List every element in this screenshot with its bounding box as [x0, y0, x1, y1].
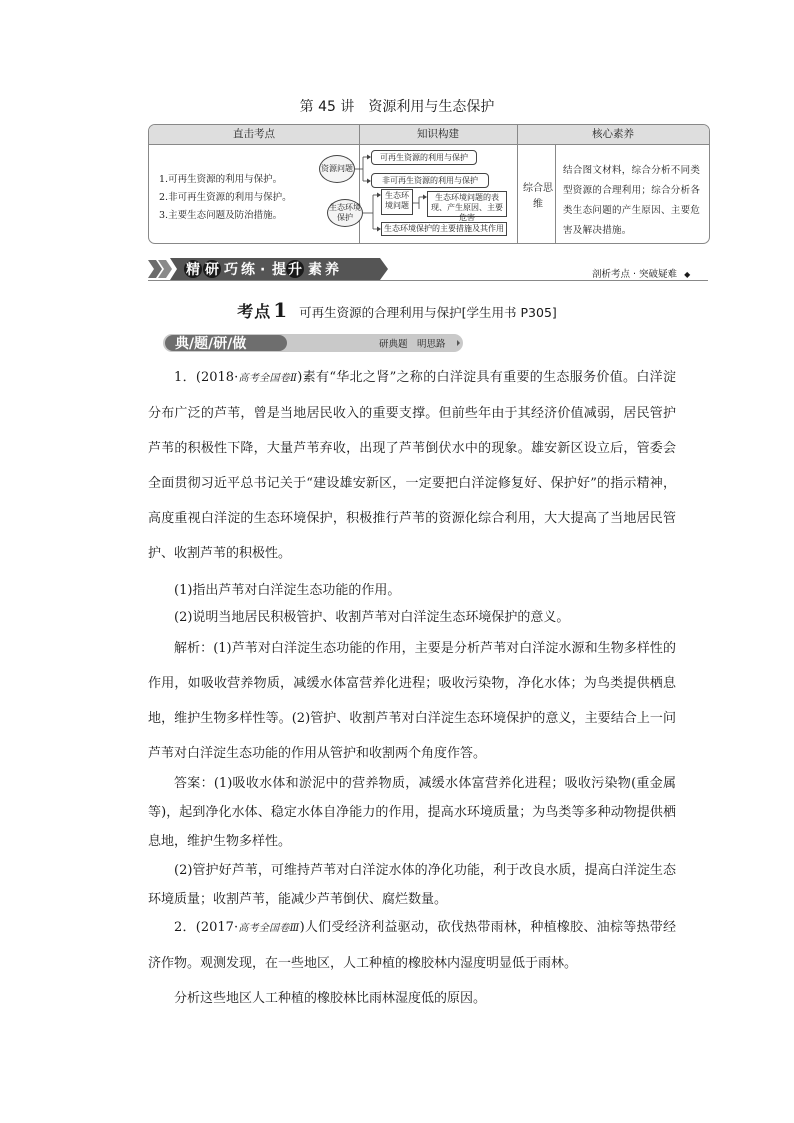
sub-question: (1)指出芦苇对白洋淀生态功能的作用。 [174, 583, 401, 598]
nonrenewable-resource-node: 非可再生资源的利用与保护 [371, 173, 489, 188]
banner-subtitle-text: 剖析考点 · 突破疑难 [592, 269, 678, 280]
exam-point: 3.主要生态问题及防治措施。 [159, 210, 283, 221]
eco-protection-node: 生态环境保护 [327, 199, 363, 227]
literacy-label: 综合思维 [523, 183, 553, 210]
resource-problem-node: 资源问题 [319, 155, 355, 183]
banner-char: 素 [308, 262, 322, 278]
banner-rule [148, 280, 708, 281]
banner-char: 养 [325, 262, 339, 278]
section-subtitle: 研典题 明思路 [379, 339, 446, 350]
question-source: 高考全国卷Ⅲ [238, 923, 300, 934]
kaodian-heading [0, 298, 794, 322]
answer-part-2: (2)管护好芦苇，可维持芦苇对白洋淀水体的净化功能，利于改良水质，提高白洋淀生态环境质量；收割芦苇，能减少芦苇倒伏、腐烂数量。 [148, 863, 676, 907]
section-banner [148, 256, 388, 282]
kaodian-title: 可再生资源的合理利用与保护[学生用书 P305] [299, 305, 557, 320]
question-source: 高考全国卷Ⅱ [238, 373, 298, 384]
answer-part-1: 答案：(1)吸收水体和淤泥中的营养物质，减缓水体富营养化进程；吸收污染物(重金属等)，起到净化水体、稳定水体自净能力的作用，提高水环境质量；为鸟类等多种动物提供栖息地，维护生物多样性。 [148, 776, 676, 849]
banner-char: 精 [186, 262, 200, 278]
question-text: )人们受经济利益驱动，砍伐热带雨林，种植橡胶、油棕等热带经济作物。观测发现，在一些地区，人工种植的橡胶林内湿度明显低于雨林。 [148, 920, 676, 971]
analysis-text: 解析：(1)芦苇对白洋淀生态功能的作用，主要是分析芦苇对白洋淀水源和生物多样性的作用，如吸收营养物质，减缓水体富营养化进程；吸收污染物，净化水体；为鸟类提供栖息地，维护生物多样性等。(2)管护、收割芦苇对白洋淀生态环境保护的意义，主要结合上一问芦苇对白洋淀生态功能的作用从管护和收割两个角度作答。 [148, 641, 676, 761]
lecture-number: 第 45 讲 [299, 99, 355, 115]
banner-char: 巧 [224, 262, 238, 278]
banner-subtitle [592, 266, 690, 280]
lecture-title [0, 96, 794, 116]
diamond-icon: ◆ [684, 270, 691, 279]
question-number: 2．(2017· [174, 920, 239, 935]
header-knowledge: 知识构建 [417, 128, 459, 140]
kaodian-label: 考点 [237, 302, 272, 321]
renewable-resource-node: 可再生资源的利用与保护 [371, 150, 477, 165]
question-1-subquestions [148, 577, 676, 631]
header-literacy: 核心素养 [592, 128, 634, 140]
literacy-text: 结合图文材料，综合分析不同类型资源的合理利用；综合分析各类生态问题的产生原因、主要危害及解决措施。 [563, 165, 701, 236]
eco-measures-node: 生态环境保护的主要措施及其作用 [381, 222, 507, 236]
sub-question: (2)说明当地居民积极管护、收割芦苇对白洋淀生态环境保护的意义。 [174, 610, 570, 625]
question-1-answer [148, 769, 676, 914]
header-exam-points: 直击考点 [233, 128, 275, 140]
banner-char: 练 [241, 262, 255, 278]
exam-point: 2.非可再生资源的利用与保护。 [159, 192, 292, 203]
section-bar [163, 332, 463, 354]
overview-table [148, 124, 710, 244]
banner-char: 研 [205, 262, 219, 278]
lecture-name: 资源利用与生态保护 [368, 99, 495, 115]
section-title: 典/题/研/做 [175, 336, 247, 352]
question-1-analysis [148, 631, 676, 771]
banner-char: 升 [288, 262, 302, 278]
exam-point: 1.可再生资源的利用与保护。 [159, 174, 283, 185]
eco-problem-node: 生态环境问题 [381, 189, 413, 215]
question-number: 1．(2018· [174, 370, 239, 385]
question-2-stem [148, 910, 676, 1016]
banner-char: 提 [272, 262, 286, 278]
banner-char: · [260, 262, 266, 278]
question-task: 分析这些地区人工种植的橡胶林比雨林湿度低的原因。 [174, 991, 487, 1006]
question-text: )素有“华北之肾”之称的白洋淀具有重要的生态服务价值。白洋淀分布广泛的芦苇，曾是当地居民收入的重要支撑。但前些年由于其经济价值减弱，居民管护芦苇的积极性下降，大量芦苇弃收，出现了芦苇倒伏水中的现象。雄安新区设立后，管委会全面贯彻习近平总书记关于“建设雄安新区，一定要把白洋淀修复好、保护好”的指示精神，高度重视白洋淀的生态环境保护，积极推行芦苇的资源化综合利用，大大提高了当地居民管护、收割芦苇的积极性。 [148, 370, 677, 561]
question-1-stem [148, 360, 676, 571]
kaodian-number: 1 [273, 298, 288, 322]
eco-problem-detail-node: 生态环境问题的表现、产生原因、主要危害 [427, 191, 507, 217]
